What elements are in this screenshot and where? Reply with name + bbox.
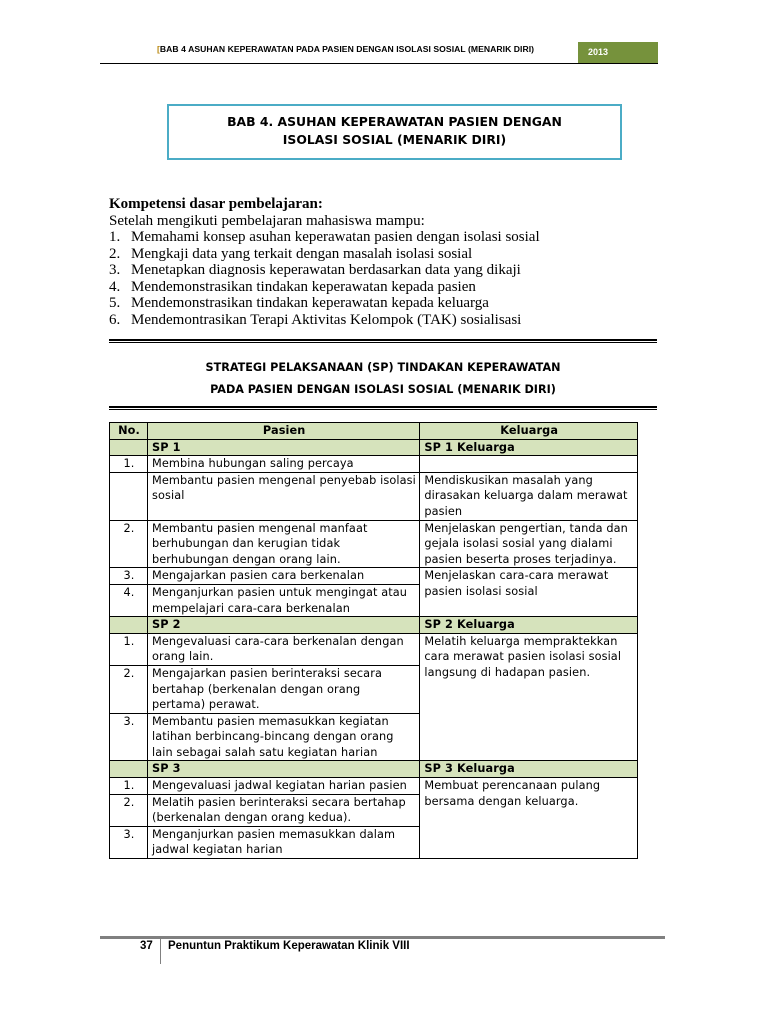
strategy-title [109,357,657,401]
section-divider-top [109,339,657,343]
table-row: 1. Mengevaluasi cara-cara berkenalan dengan orang lain. Melatih keluarga mempraktekkan cara merawat pasien isolasi sosial langsung di hadapan pasien. [110,633,638,665]
chapter-title-line2: ISOLASI SOSIAL (MENARIK DIRI) [282,132,507,147]
table-row: 2. Mengajarkan pasien berinteraksi secara bertahap (berkenalan dengan orang pertama) perawat. [110,665,638,713]
sp1-keluarga-heading: SP 1 Keluarga [420,439,638,456]
strategy-title-line1: STRATEGI PELAKSANAAN (SP) TINDAKAN KEPERAWATAN [205,361,561,374]
table-header-row [110,423,638,440]
section-divider-bottom [109,406,657,410]
sp3-pasien-heading: SP 3 [147,761,419,778]
list-item: 1. Memahami konsep asuhan keperawatan pasien dengan isolasi sosial [109,229,540,245]
table-row: 4. Menganjurkan pasien untuk mengingat atau mempelajari cara-cara berkenalan [110,584,638,616]
table-row: 3. Membantu pasien memasukkan kegiatan latihan berbincang-bincang dengan orang lain sebagai salah satu kegiatan harian [110,713,638,761]
column-header-pasien: Pasien [147,423,419,440]
table-row: 1. Mengevaluasi jadwal kegiatan harian pasien Membuat perencanaan pulang bersama dengan keluarga. [110,778,638,795]
table-row: 2. Melatih pasien berinteraksi secara bertahap (berkenalan dengan orang kedua). [110,794,638,826]
header-rule [100,63,658,64]
list-item: 2. Mengkaji data yang terkait dengan masalah isolasi sosial [109,245,473,262]
competency-section [109,196,669,328]
competency-intro: Setelah mengikuti pembelajaran mahasiswa mampu: [109,212,425,229]
running-header [157,44,534,54]
page-number: 37 [140,940,153,952]
competency-list [109,229,669,328]
strategy-title-line2: PADA PASIEN DENGAN ISOLASI SOSIAL (MENARIK DIRI) [210,383,556,396]
sp2-keluarga-heading: SP 2 Keluarga [420,617,638,634]
list-item: 6. Mendemontrasikan Terapi Aktivitas Kelompok (TAK) sosialisasi [109,311,522,328]
list-item: 3. Menetapkan diagnosis keperawatan berdasarkan data yang dikaji [109,262,521,278]
list-item: 5. Mendemonstrasikan tindakan keperawatan kepada keluarga [109,295,489,311]
column-header-keluarga: Keluarga [420,423,638,440]
sp1-section-row [110,439,638,456]
sp2-section-row [110,617,638,634]
footer-separator [160,938,161,964]
header-year: 2013 [578,42,658,63]
strategy-table [109,422,638,859]
competency-heading: Kompetensi dasar pembelajaran: [109,196,323,212]
chapter-title-box [167,104,622,160]
table-row: 2. Membantu pasien mengenal manfaat berhubungan dan kerugian tidak berhubungan dengan orang lain. Menjelaskan pengertian, tanda dan gejala isolasi sosial yang dialami pasien beserta proses terjadinya. [110,520,638,568]
column-header-no: No. [110,423,148,440]
table-row: 3. Menganjurkan pasien memasukkan dalam jadwal kegiatan harian [110,826,638,858]
sp2-pasien-heading: SP 2 [147,617,419,634]
chapter-title-line1: BAB 4. ASUHAN KEPERAWATAN PASIEN DENGAN [227,114,562,129]
table-row: 1. Membina hubungan saling percaya [110,456,638,473]
header-title: BAB 4 ASUHAN KEPERAWATAN PADA PASIEN DENGAN ISOLASI SOSIAL (MENARIK DIRI) [159,44,535,54]
footer-rule [100,936,665,939]
list-item: 4. Mendemonstrasikan tindakan keperawatan kepada pasien [109,278,476,295]
sp3-section-row [110,761,638,778]
header-bracket: [ [157,44,160,54]
table-row: Membantu pasien mengenal penyebab isolasi sosial Mendiskusikan masalah yang dirasakan keluarga dalam merawat pasien [110,472,638,520]
table-row: 3. Mengajarkan pasien cara berkenalan Menjelaskan cara-cara merawat pasien isolasi sosial [110,568,638,585]
footer-title: Penuntun Praktikum Keperawatan Klinik VIII [168,940,410,952]
sp1-pasien-heading: SP 1 [147,439,419,456]
sp3-keluarga-heading: SP 3 Keluarga [420,761,638,778]
